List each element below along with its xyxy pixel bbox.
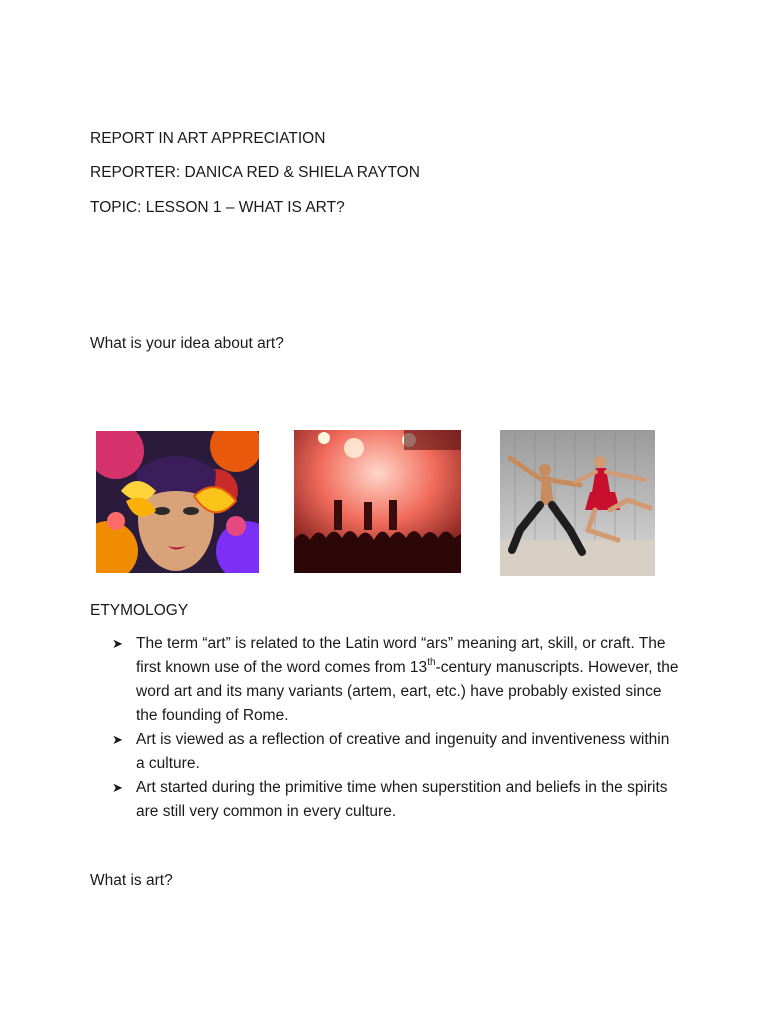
list-item [112,632,682,728]
bullet-text-1b: -century manuscripts. However, the word art and its many variants (artem, eart, etc.) have probably existed since the founding of Rome. [136,659,679,724]
bullet-text-3: Art started during the primitive time when superstition and beliefs in the spirits are still very common in every culture. [136,779,668,820]
etymology-list [112,632,682,824]
arrow-bullet-icon: ➤ [112,636,123,651]
bullet-text-2: Art is viewed as a reflection of creative and ingenuity and inventiveness within a culture. [136,731,670,772]
arrow-bullet-icon: ➤ [112,732,123,747]
question-what-is-art: What is art? [90,872,173,889]
dancers-image [500,430,655,576]
butterfly-woman-painting-image [96,431,259,573]
bullet-text-1a: The term “art” is related to the Latin word “ars” meaning art, skill, or craft. The first known use of the word comes from 13 [136,635,666,676]
list-item [112,728,682,776]
reporter-line: REPORTER: DANICA RED & SHIELA RAYTON [90,164,420,181]
report-title: REPORT IN ART APPRECIATION [90,130,326,147]
etymology-heading: ETYMOLOGY [90,602,189,619]
list-item [112,776,682,824]
topic-line: TOPIC: LESSON 1 – WHAT IS ART? [90,199,345,216]
question-idea-about-art: What is your idea about art? [90,335,284,352]
concert-crowd-image [294,430,461,573]
ordinal-superscript: th [427,656,436,668]
arrow-bullet-icon: ➤ [112,780,123,795]
